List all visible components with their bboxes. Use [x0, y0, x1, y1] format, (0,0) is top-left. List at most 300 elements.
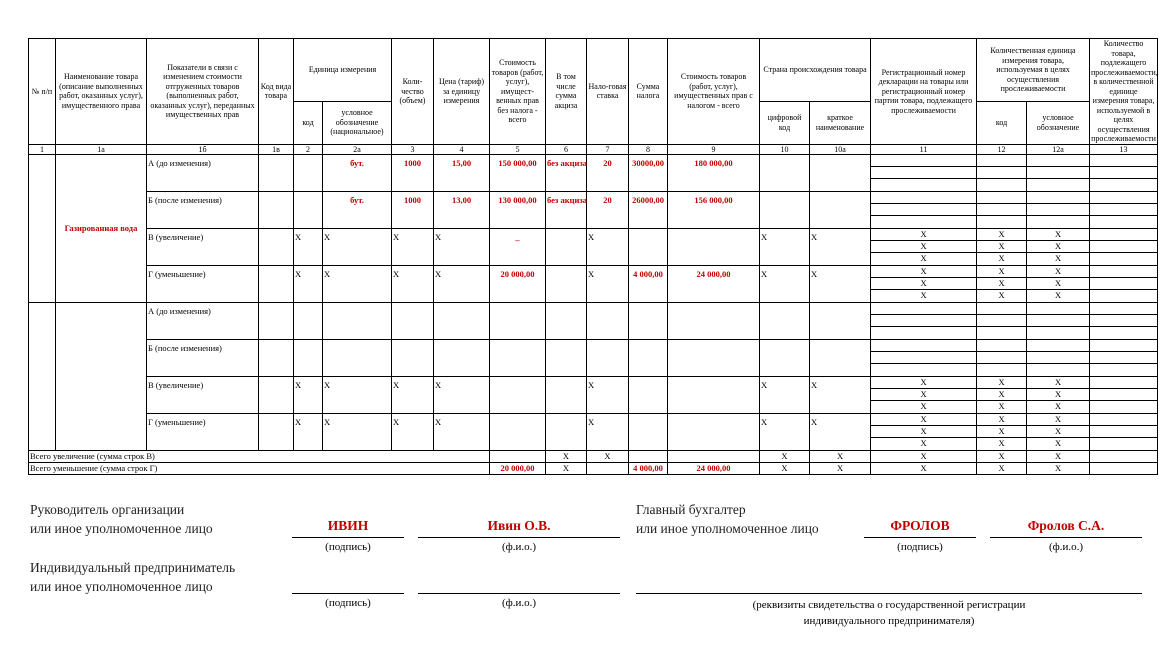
table-cell [977, 315, 1027, 327]
x-mark-cell: X [871, 229, 977, 241]
x-mark-cell: X [871, 266, 977, 278]
column-number: 1в [259, 144, 294, 155]
x-mark-cell: X [871, 438, 977, 451]
entrepreneur-signature-line [292, 593, 404, 594]
table-cell [1090, 377, 1158, 389]
x-mark-cell: X [871, 241, 977, 253]
table-row [29, 340, 1158, 352]
x-mark-cell: X [392, 229, 434, 266]
hdr-name: Наименование товара (описание выполненных работ, оказанных услуг), имущественного права [56, 39, 147, 145]
table-cell [1090, 426, 1158, 438]
table-cell [259, 229, 294, 266]
x-mark-cell: X [294, 377, 323, 414]
table-cell [1027, 216, 1090, 229]
column-number: 12а [1027, 144, 1090, 155]
table-cell [1027, 179, 1090, 192]
table-cell [259, 155, 294, 192]
item1-b-qty: 1000 [392, 192, 434, 229]
item1-g-cost: 20 000,00 [490, 266, 546, 303]
table-cell [323, 303, 392, 340]
column-number: 11 [871, 144, 977, 155]
table-cell [1090, 253, 1158, 266]
x-mark-cell: X [587, 229, 629, 266]
table-cell [1090, 179, 1158, 192]
table-cell [871, 352, 977, 364]
x-mark-cell: X [546, 463, 587, 475]
x-mark-cell: X [871, 414, 977, 426]
x-mark-cell: X [392, 266, 434, 303]
table-cell [434, 340, 490, 377]
table-cell [871, 303, 977, 315]
total-increase-label: Всего увеличение (сумма строк В) [29, 451, 490, 463]
table-cell [546, 303, 587, 340]
column-number: 1 [29, 144, 56, 155]
table-cell [1090, 340, 1158, 352]
x-mark-cell: X [760, 377, 810, 414]
table-cell [629, 414, 668, 451]
table-cell [392, 340, 434, 377]
table-cell [1027, 352, 1090, 364]
table-cell [1027, 364, 1090, 377]
accountant-signature-line [864, 537, 976, 538]
x-mark-cell: X [434, 414, 490, 451]
x-mark-cell: X [434, 229, 490, 266]
item1-a-excise: без акциза [546, 155, 587, 192]
column-number: 13 [1090, 144, 1158, 155]
table-cell [977, 167, 1027, 179]
table-cell [1090, 167, 1158, 179]
head-signature-line [292, 537, 404, 538]
x-mark-cell: X [1027, 266, 1090, 278]
x-mark-cell: X [871, 290, 977, 303]
table-row [29, 303, 1158, 315]
x-mark-cell: X [760, 229, 810, 266]
table-cell [294, 192, 323, 229]
item1-name: Газированная вода [56, 155, 147, 303]
total-decrease-row [29, 463, 1158, 475]
x-mark-cell: X [871, 253, 977, 266]
x-mark-cell: X [587, 414, 629, 451]
x-mark-cell: X [294, 266, 323, 303]
table-cell [760, 340, 810, 377]
table-cell [434, 303, 490, 340]
table-row [29, 266, 1158, 278]
item1-v-cost: _ [490, 229, 546, 266]
x-mark-cell: X [977, 414, 1027, 426]
x-mark-cell: X [810, 377, 871, 414]
x-mark-cell: X [760, 266, 810, 303]
item1-a-qty: 1000 [392, 155, 434, 192]
x-mark-cell: X [1027, 426, 1090, 438]
x-mark-cell: X [810, 266, 871, 303]
table-cell [546, 340, 587, 377]
x-mark-cell: X [1027, 389, 1090, 401]
column-number: 1б [147, 144, 259, 155]
hdr-excise: В том числе сумма акциза [546, 39, 587, 145]
table-cell [1090, 463, 1158, 475]
item1-b-unit: бут. [323, 192, 392, 229]
hdr-trace-unit: Количественная единица измерения товара, используемая в целях осуществления прослеживаемости [977, 39, 1090, 102]
x-mark-cell: X [546, 451, 587, 463]
x-mark-cell: X [977, 426, 1027, 438]
hdr-reg-number: Регистрационный номер декларации на товары или регистрационный номер партии товара, подлежащего прослеживаемости [871, 39, 977, 145]
x-mark-cell: X [1027, 253, 1090, 266]
x-mark-cell: X [1027, 290, 1090, 303]
table-row [29, 414, 1158, 426]
adjustment-invoice-table [28, 38, 1158, 475]
table-cell [1027, 327, 1090, 340]
table-cell [294, 340, 323, 377]
x-mark-cell: X [1027, 438, 1090, 451]
table-cell [1090, 303, 1158, 315]
hdr-rate: Нало-говая ставка [587, 39, 629, 145]
column-number: 7 [587, 144, 629, 155]
table-cell [977, 327, 1027, 340]
hdr-trace-code: код [977, 101, 1027, 144]
x-mark-cell: X [294, 229, 323, 266]
table-cell [1090, 327, 1158, 340]
x-mark-cell: X [977, 451, 1027, 463]
total-increase-row [29, 451, 1158, 463]
table-cell [1090, 241, 1158, 253]
table-cell [259, 192, 294, 229]
x-mark-cell: X [1027, 463, 1090, 475]
table-cell [977, 155, 1027, 167]
item1-a-tax: 30000,00 [629, 155, 668, 192]
x-mark-cell: X [871, 426, 977, 438]
table-cell [1027, 340, 1090, 352]
table-cell [546, 377, 587, 414]
x-mark-cell: X [323, 414, 392, 451]
hdr-country-code: цифровой код [760, 101, 810, 144]
x-mark-cell: X [392, 377, 434, 414]
table-cell [1090, 414, 1158, 426]
invoice-table-area [28, 38, 1158, 484]
x-mark-cell: X [323, 377, 392, 414]
hdr-kind-code: Код вида товара [259, 39, 294, 145]
x-mark-cell: X [871, 389, 977, 401]
entrepreneur-sign-caption: (подпись) [325, 597, 371, 609]
item1-n [29, 155, 56, 303]
table-cell [1090, 315, 1158, 327]
table-cell [546, 266, 587, 303]
x-mark-cell: X [977, 463, 1027, 475]
table-cell [977, 364, 1027, 377]
column-number: 8 [629, 144, 668, 155]
item1-b-rate: 20 [587, 192, 629, 229]
table-cell [1027, 303, 1090, 315]
row-label-v: В (увеличение) [147, 229, 259, 266]
x-mark-cell: X [871, 377, 977, 389]
table-cell [810, 303, 871, 340]
hdr-unit-name: условное обозначение (национальное) [323, 101, 392, 144]
hdr-trace-qty: Количество товара, подлежащего прослеживаемости, в количественной единице измерения товара, используемой в целях осуществления прослеживаемости [1091, 39, 1158, 143]
table-cell [490, 377, 546, 414]
item1-b-tax: 26000,00 [629, 192, 668, 229]
x-mark-cell: X [810, 463, 871, 475]
hdr-unit: Единица измерения [294, 39, 392, 102]
table-cell [490, 414, 546, 451]
hdr-price: Цена (тариф) за единицу измерения [434, 39, 490, 145]
table-cell [760, 192, 810, 229]
column-number: 12 [977, 144, 1027, 155]
registration-line [636, 593, 1142, 594]
head-signature: ИВИН [327, 518, 369, 533]
x-mark-cell: X [977, 290, 1027, 303]
accountant-label: Главный бухгалтер или иное уполномоченное лицо [636, 502, 819, 536]
table-cell [977, 192, 1027, 204]
x-mark-cell: X [977, 229, 1027, 241]
head-sign-caption: (подпись) [325, 541, 371, 553]
hdr-cost-with-tax: Стоимость товаров (работ, услуг), имущественных прав с налогом - всего [668, 39, 760, 145]
table-cell [760, 155, 810, 192]
x-mark-cell: X [323, 229, 392, 266]
table-cell [977, 340, 1027, 352]
table-row [29, 229, 1158, 241]
x-mark-cell: X [977, 401, 1027, 414]
x-mark-cell: X [587, 451, 629, 463]
table-cell [871, 216, 977, 229]
head-fio: Ивин О.В. [487, 518, 551, 533]
table-cell [810, 155, 871, 192]
table-cell [629, 377, 668, 414]
hdr-country: Страна происхождения товара [760, 39, 871, 102]
x-mark-cell: X [810, 451, 871, 463]
x-mark-cell: X [587, 266, 629, 303]
table-cell [1090, 438, 1158, 451]
x-mark-cell: X [977, 241, 1027, 253]
table-cell [1090, 204, 1158, 216]
table-cell: А (до изменения) [147, 303, 259, 340]
item1-b-price: 13,00 [434, 192, 490, 229]
entrepreneur-fio-caption: (ф.и.о.) [501, 597, 537, 609]
entrepreneur-label: Индивидуальный предприниматель или иное уполномоченное лицо [30, 560, 236, 594]
accountant-sign-caption: (подпись) [897, 541, 943, 553]
accountant-fio-line [990, 537, 1142, 538]
table-cell: Б (после изменения) [147, 340, 259, 377]
table-cell [1090, 290, 1158, 303]
column-number: 6 [546, 144, 587, 155]
row-label-a: А (до изменения) [147, 155, 259, 192]
table-cell [1090, 216, 1158, 229]
table-cell [1090, 155, 1158, 167]
table-cell [668, 340, 760, 377]
table-cell [294, 303, 323, 340]
row-label-b: Б (после изменения) [147, 192, 259, 229]
item1-a-total: 180 000,00 [668, 155, 760, 192]
table-cell [1027, 155, 1090, 167]
table-cell [259, 303, 294, 340]
x-mark-cell: X [871, 451, 977, 463]
table-cell [1027, 315, 1090, 327]
item1-b-total: 156 000,00 [668, 192, 760, 229]
table-cell [587, 463, 629, 475]
row-label-g: Г (уменьшение) [147, 266, 259, 303]
item1-a-rate: 20 [587, 155, 629, 192]
table-cell [871, 204, 977, 216]
x-mark-cell: X [1027, 451, 1090, 463]
column-number: 3 [392, 144, 434, 155]
column-number: 2 [294, 144, 323, 155]
x-mark-cell: X [871, 463, 977, 475]
table-cell [871, 327, 977, 340]
column-number: 10 [760, 144, 810, 155]
item1-g-tax: 4 000,00 [629, 266, 668, 303]
table-cell [323, 340, 392, 377]
table-row [29, 192, 1158, 204]
item1-b-cost: 130 000,00 [490, 192, 546, 229]
table-cell [1090, 389, 1158, 401]
item1-b-excise: без акциза [546, 192, 587, 229]
table-cell [977, 352, 1027, 364]
column-number-row [29, 144, 1158, 155]
table-cell [587, 340, 629, 377]
table-cell [629, 303, 668, 340]
x-mark-cell: X [977, 438, 1027, 451]
total-decrease-tax: 4 000,00 [629, 463, 668, 475]
x-mark-cell: X [871, 278, 977, 290]
table-cell [871, 340, 977, 352]
head-fio-line [418, 537, 620, 538]
x-mark-cell: X [810, 414, 871, 451]
item1-a-price: 15,00 [434, 155, 490, 192]
x-mark-cell: X [760, 414, 810, 451]
hdr-tax: Сумма налога [629, 39, 668, 145]
table-cell [629, 340, 668, 377]
x-mark-cell: X [977, 377, 1027, 389]
table-cell [490, 303, 546, 340]
x-mark-cell: X [1027, 241, 1090, 253]
x-mark-cell: X [810, 229, 871, 266]
head-fio-caption: (ф.и.о.) [501, 541, 537, 553]
column-number: 9 [668, 144, 760, 155]
item1-g-total: 24 000,00 [668, 266, 760, 303]
x-mark-cell: X [760, 451, 810, 463]
column-number: 5 [490, 144, 546, 155]
table-cell [810, 340, 871, 377]
x-mark-cell: X [434, 377, 490, 414]
table-cell [668, 303, 760, 340]
x-mark-cell: X [1027, 278, 1090, 290]
x-mark-cell: X [977, 389, 1027, 401]
table-cell [668, 451, 760, 463]
table-cell [1090, 451, 1158, 463]
column-number: 1а [56, 144, 147, 155]
table-cell [1027, 192, 1090, 204]
item1-a-unit: бут. [323, 155, 392, 192]
table-cell [871, 192, 977, 204]
item1-a-cost: 150 000,00 [490, 155, 546, 192]
hdr-unit-code: код [294, 101, 323, 144]
table-cell [977, 303, 1027, 315]
table-cell [871, 167, 977, 179]
table-cell [490, 340, 546, 377]
table-cell [1090, 352, 1158, 364]
total-decrease-cost: 20 000,00 [490, 463, 546, 475]
x-mark-cell: X [392, 414, 434, 451]
table-cell [871, 364, 977, 377]
total-decrease-label: Всего уменьшение (сумма строк Г) [29, 463, 490, 475]
table-cell [760, 303, 810, 340]
table-cell: Г (уменьшение) [147, 414, 259, 451]
x-mark-cell: X [977, 253, 1027, 266]
column-number: 2а [323, 144, 392, 155]
x-mark-cell: X [977, 278, 1027, 290]
table-row [29, 155, 1158, 167]
table-cell [587, 303, 629, 340]
table-cell [490, 451, 546, 463]
x-mark-cell: X [977, 266, 1027, 278]
accountant-signature: ФРОЛОВ [890, 518, 950, 533]
table-cell [977, 204, 1027, 216]
table-cell [1090, 364, 1158, 377]
table-cell [392, 303, 434, 340]
entrepreneur-fio-line [418, 593, 620, 594]
table-cell [1090, 401, 1158, 414]
accountant-fio: Фролов С.А. [1027, 518, 1105, 533]
table-cell [546, 414, 587, 451]
registration-caption: (реквизиты свидетельства о государственной регистрации индивидуального предпринимателя) [752, 599, 1026, 627]
x-mark-cell: X [587, 377, 629, 414]
table-cell [977, 179, 1027, 192]
x-mark-cell: X [294, 414, 323, 451]
table-cell [629, 229, 668, 266]
table-cell [259, 414, 294, 451]
hdr-trace-name: условное обозначение [1027, 101, 1090, 144]
table-cell [871, 315, 977, 327]
table-cell [1027, 167, 1090, 179]
table-cell [546, 229, 587, 266]
table-cell: В (увеличение) [147, 377, 259, 414]
x-mark-cell: X [1027, 229, 1090, 241]
table-cell [629, 451, 668, 463]
table-cell [871, 155, 977, 167]
table-row [29, 377, 1158, 389]
table-cell [977, 216, 1027, 229]
table-cell [259, 340, 294, 377]
table-cell [668, 414, 760, 451]
table-cell [29, 303, 56, 451]
x-mark-cell: X [760, 463, 810, 475]
table-cell [56, 303, 147, 451]
table-cell [1090, 278, 1158, 290]
table-cell [810, 192, 871, 229]
total-decrease-total: 24 000,00 [668, 463, 760, 475]
table-cell [1090, 266, 1158, 278]
x-mark-cell: X [1027, 414, 1090, 426]
hdr-country-name: краткое наименование [810, 101, 871, 144]
hdr-cost: Стоимость товаров (работ, услуг), имущест-венных прав без налога - всего [490, 39, 546, 145]
table-cell [1090, 229, 1158, 241]
head-label: Руководитель организации или иное уполномоченное лицо [30, 502, 213, 536]
hdr-indicators: Показатели в связи с изменением стоимости отгруженных товаров (выполненных работ, оказанных услуг), переданных имущественных прав [147, 39, 259, 145]
table-cell [668, 377, 760, 414]
hdr-n: № п/п [29, 39, 56, 145]
table-cell [1090, 192, 1158, 204]
table-cell [668, 229, 760, 266]
accountant-fio-caption: (ф.и.о.) [1048, 541, 1084, 553]
table-cell [871, 179, 977, 192]
hdr-qty: Коли-чество (объем) [392, 39, 434, 145]
table-cell [259, 377, 294, 414]
x-mark-cell: X [434, 266, 490, 303]
column-number: 4 [434, 144, 490, 155]
table-cell [259, 266, 294, 303]
x-mark-cell: X [1027, 401, 1090, 414]
x-mark-cell: X [1027, 377, 1090, 389]
table-cell [1027, 204, 1090, 216]
x-mark-cell: X [871, 401, 977, 414]
